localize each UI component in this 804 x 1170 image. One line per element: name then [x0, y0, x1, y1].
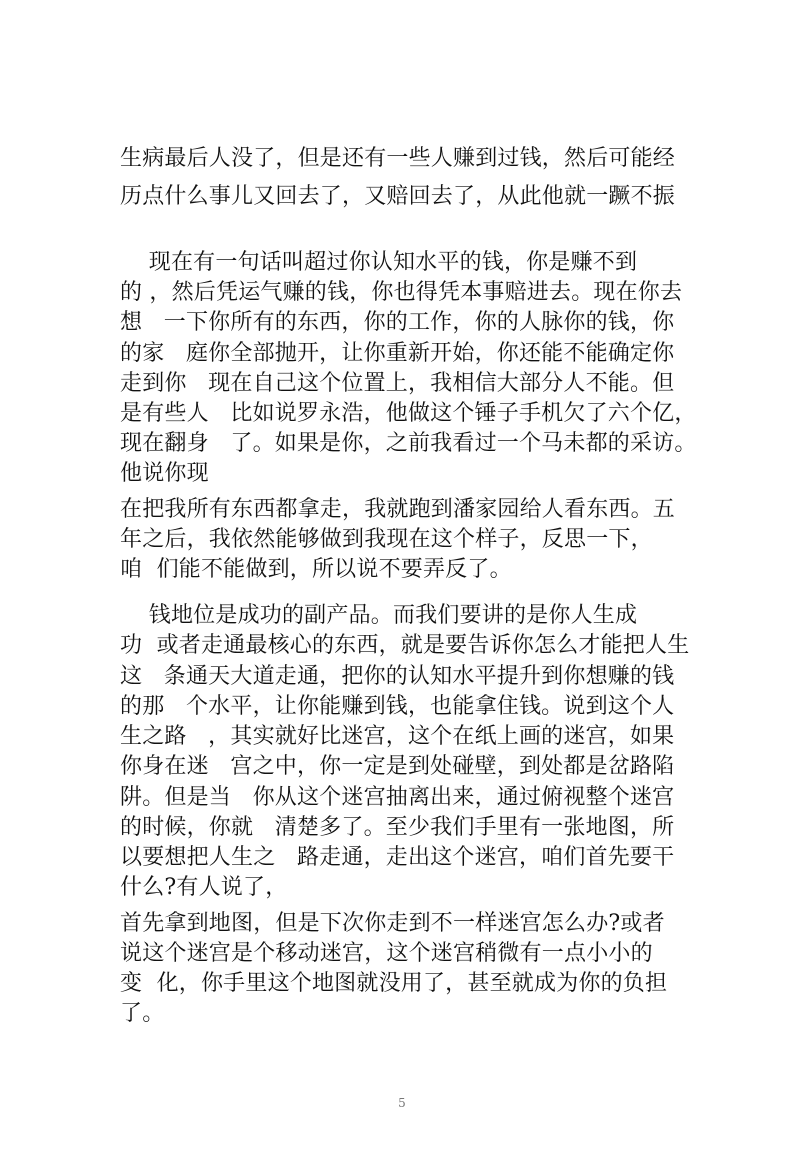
text-line: 年之后，我依然能够做到我现在这个样子，反思一下， — [120, 527, 653, 552]
text-line: 的家 庭你全部抛开，让你重新开始，你还能不能确定你 — [120, 341, 675, 366]
text-line: 现在翻身 了。如果是你，之前我看过一个马未都的采访。 — [120, 431, 697, 456]
text-line: 钱地位是成功的副产品。而我们要讲的是你人生成 — [120, 603, 638, 628]
text-line: 功 或者走通最核心的东西，就是要告诉你怎么才能把人生 — [120, 633, 690, 658]
text-line: 的那 个水平，让你能赚到钱，也能拿住钱。说到这个人 — [120, 694, 675, 719]
text-line: 这 条通天大道走通，把你的认知水平提升到你想赚的钱 — [120, 664, 675, 689]
text-line: 变 化，你手里这个地图就没用了，甚至就成为你的负担 — [120, 971, 668, 996]
text-line: 在把我所有东西都拿走，我就跑到潘家园给人看东西。五 — [120, 497, 676, 522]
text-line: 的 ，然后凭运气赚的钱，你也得凭本事赔进去。现在你去 — [120, 280, 683, 305]
text-line: 生之路 ，其实就好比迷宫，这个在纸上画的迷宫，如果 — [120, 724, 675, 749]
text-line: 以要想把人生之 路走通，走出这个迷宫，咱们首先要干 — [120, 845, 675, 870]
text-line: 是有些人 比如说罗永浩，他做这个锤子手机欠了六个亿， — [120, 401, 697, 426]
text-line: 阱。但是当 你从这个迷宫抽离出来，通过俯视整个迷宫 — [120, 785, 675, 810]
text-line: 他说你现 — [120, 461, 209, 486]
text-line: 你身在迷 宫之中，你一定是到处碰壁，到处都是岔路陷 — [120, 754, 675, 779]
text-line: 的时候，你就 清楚多了。至少我们手里有一张地图，所 — [120, 815, 675, 840]
text-line: 首先拿到地图，但是下次你走到不一样迷宫怎么办?或者 — [120, 911, 665, 936]
text-line: 什么?有人说了， — [120, 875, 288, 900]
text-line: 咱 们能不能做到，所以说不要弄反了。 — [120, 557, 512, 582]
text-line: 说这个迷宫是个移动迷宫，这个迷宫稍微有一点小小的 — [120, 941, 653, 966]
text-line: 了。 — [120, 1001, 165, 1026]
text-line: 生病最后人没了，但是还有一些人赚到过钱，然后可能经 — [120, 146, 676, 171]
text-line: 想 一下你所有的东西，你的工作，你的人脉你的钱，你 — [120, 310, 675, 335]
text-line: 历点什么事儿又回去了，又赔回去了，从此他就一蹶不振 — [120, 184, 676, 209]
page-number: 5 — [398, 1096, 406, 1110]
text-line: 现在有一句话叫超过你认知水平的钱，你是赚不到 — [120, 250, 638, 275]
text-line: 走到你 现在自己这个位置上，我相信大部分人不能。但 — [120, 371, 675, 396]
